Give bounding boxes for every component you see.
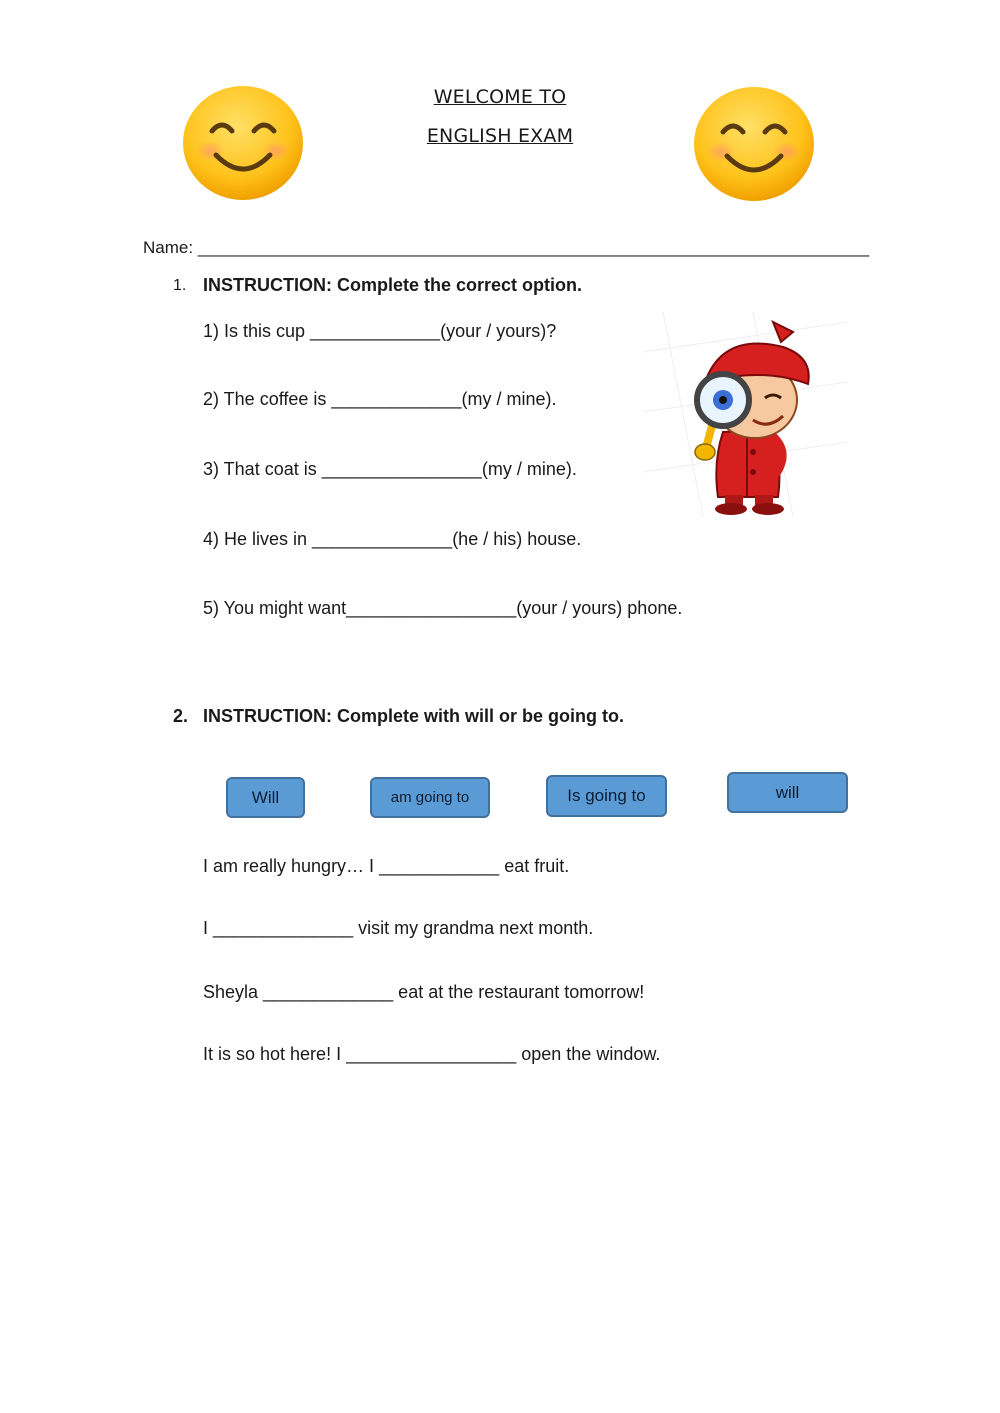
question-item[interactable]: 2) The coffee is _____________(my / mine). — [203, 389, 557, 409]
question-item[interactable]: It is so hot here! I _________________ open the window. — [203, 1044, 661, 1064]
question-item[interactable]: I ______________ visit my grandma next month. — [203, 918, 594, 938]
name-blank[interactable]: _______________________________________________________________________ — [197, 238, 870, 257]
section2-number: 2. — [173, 706, 189, 726]
page-title-line2: ENGLISH EXAM — [426, 125, 574, 147]
smiling-face-icon — [182, 85, 304, 201]
smiling-face-icon — [693, 86, 815, 202]
option-chip-is-going-to[interactable]: Is going to — [546, 775, 667, 817]
question-item[interactable]: I am really hungry… I ____________ eat fruit. — [203, 856, 570, 876]
page-title-line1: WELCOME TO — [433, 86, 567, 108]
name-label: Name: — [143, 238, 194, 257]
question-item[interactable]: 4) He lives in ______________(he / his) house. — [203, 529, 582, 549]
name-field[interactable] — [143, 238, 869, 258]
option-chip-will[interactable]: Will — [226, 777, 305, 818]
section1-number: 1. — [173, 277, 187, 294]
question-item[interactable]: 3) That coat is ________________(my / mine). — [203, 459, 577, 479]
section1-instruction: INSTRUCTION: Complete the correct option. — [203, 275, 583, 295]
question-item[interactable]: 1) Is this cup _____________(your / yours)? — [203, 321, 557, 341]
question-item[interactable]: Sheyla _____________ eat at the restaurant tomorrow! — [203, 982, 645, 1002]
option-chip-am-going-to[interactable]: am going to — [370, 777, 490, 818]
question-item[interactable]: 5) You might want_________________(your / yours) phone. — [203, 598, 683, 618]
section2-instruction: INSTRUCTION: Complete with will or be going to. — [203, 706, 624, 726]
option-chip-will-lowercase[interactable]: will — [727, 772, 848, 813]
detective-magnifier-icon — [643, 312, 848, 517]
